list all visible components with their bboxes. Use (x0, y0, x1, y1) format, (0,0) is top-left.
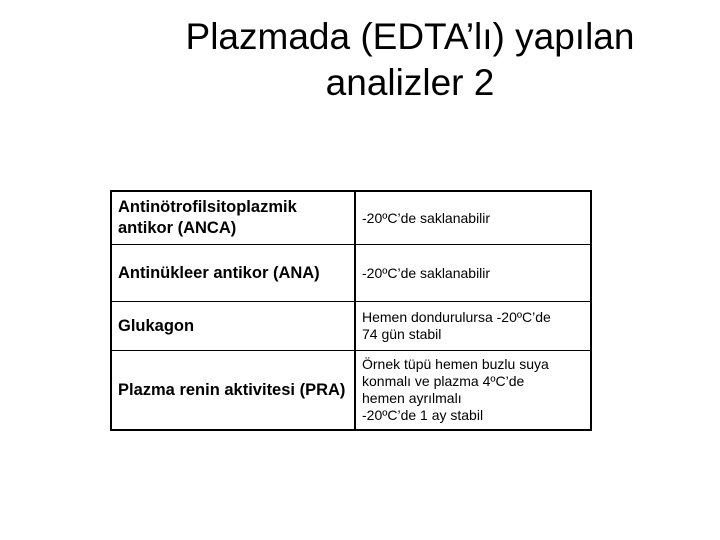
storage-note-line: -20ºC’de 1 ay stabil (362, 407, 484, 423)
storage-note-line: -20ºC’de saklanabilir (362, 264, 491, 281)
storage-note-line: konmalı ve plazma 4ºC’de (362, 373, 525, 389)
slide-title-line-2: analizler 2 (325, 62, 495, 103)
test-name-cell: Antinükleer antikor (ANA) (111, 245, 355, 302)
test-name-cell: Glukagon (111, 302, 355, 351)
storage-note-line: hemen ayrılmalı (362, 390, 462, 406)
storage-note-cell (355, 245, 591, 302)
slide-title (140, 14, 680, 106)
table-row (111, 191, 591, 245)
table-row (111, 351, 591, 431)
storage-note-cell (355, 302, 591, 351)
table-row (111, 302, 591, 351)
slide-title-line-1: Plazmada (EDTA’lı) yapılan (185, 16, 635, 57)
storage-note-cell (355, 351, 591, 431)
test-name-cell: Antinötrofilsitoplazmik antikor (ANCA) (111, 191, 355, 245)
table-row (111, 245, 591, 302)
storage-note-line: Hemen dondurulursa -20ºC’de (362, 309, 551, 325)
test-name-cell: Plazma renin aktivitesi (PRA) (111, 351, 355, 431)
storage-note-cell (355, 191, 591, 245)
storage-note-line: -20ºC’de saklanabilir (362, 209, 491, 226)
storage-note-line: Örnek tüpü hemen buzlu suya (362, 356, 549, 372)
storage-note-line: 74 gün stabil (362, 326, 442, 342)
analysis-table (110, 190, 592, 431)
